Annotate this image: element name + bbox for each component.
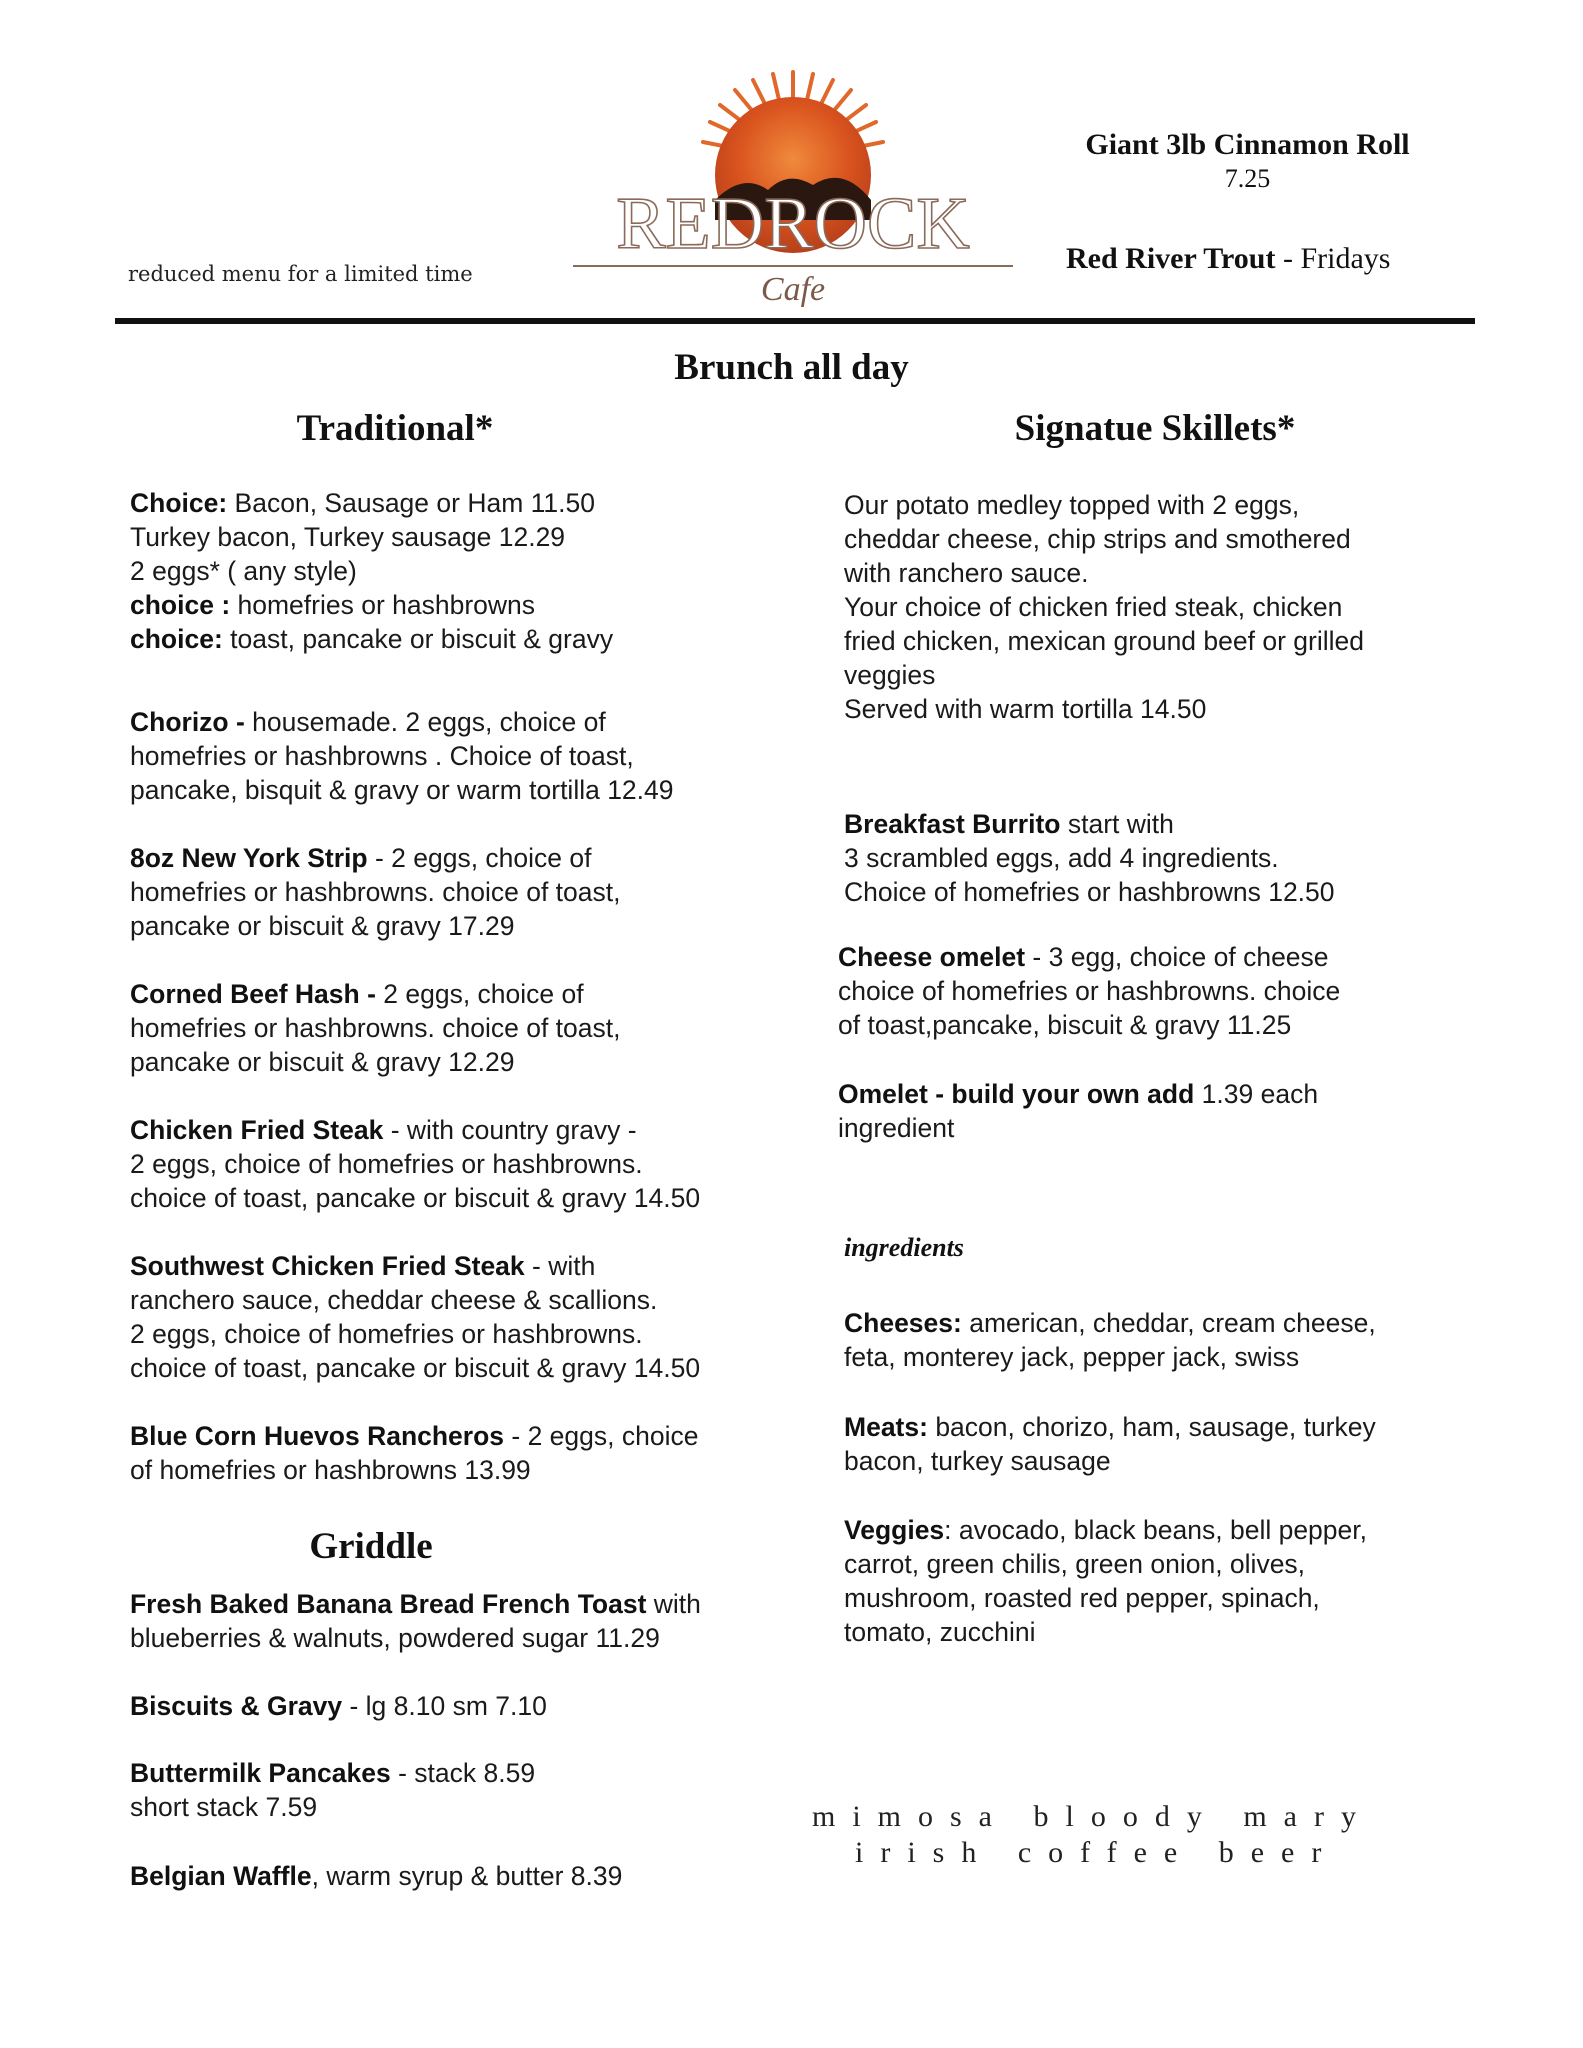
item-text: bacon, turkey sausage <box>844 1446 1111 1476</box>
menu-item-new-york-strip <box>130 841 621 943</box>
item-text: - lg 8.10 sm 7.10 <box>342 1691 547 1721</box>
item-name: Southwest Chicken Fried Steak <box>130 1251 525 1281</box>
item-text: Bacon, Sausage or Ham 11.50 <box>227 488 595 518</box>
item-text: choice of homefries or hashbrowns. choice <box>838 976 1341 1006</box>
item-name: Cheeses: <box>844 1308 962 1338</box>
menu-item-breakfast-burrito <box>844 807 1335 909</box>
redrock-cafe-logo <box>563 60 1023 320</box>
promo-price: 7.25 <box>1224 164 1271 193</box>
item-name: Omelet - build your own add <box>838 1079 1195 1109</box>
menu-item-banana-french-toast <box>130 1587 701 1655</box>
drinks-line-2: irish coffee beer <box>855 1836 1339 1869</box>
item-text: homefries or hashbrowns. choice of toast, <box>130 877 621 907</box>
logo-wordmark: REDROCK <box>616 183 970 265</box>
menu-item-biscuits-gravy <box>130 1689 547 1723</box>
item-text: Served with warm tortilla 14.50 <box>844 694 1207 724</box>
item-text: pancake or biscuit & gravy 17.29 <box>130 911 515 941</box>
ingredients-heading: ingredients <box>844 1233 964 1262</box>
item-text: - with <box>524 1251 596 1281</box>
item-text: bacon, chorizo, ham, sausage, turkey <box>927 1412 1376 1442</box>
item-text: 2 eggs, choice of homefries or hashbrowns. <box>130 1319 643 1349</box>
item-text: 2 eggs* ( any style) <box>130 556 357 586</box>
item-text: cheddar cheese, chip strips and smothered <box>844 524 1351 554</box>
item-text: 2 eggs, choice of homefries or hashbrowns. <box>130 1149 643 1179</box>
item-text: Your choice of chicken fried steak, chicken <box>844 592 1343 622</box>
traditional-choice-item <box>130 486 613 656</box>
item-text: of toast,pancake, biscuit & gravy 11.25 <box>838 1010 1292 1040</box>
item-text: pancake or biscuit & gravy 12.29 <box>130 1047 515 1077</box>
griddle-heading: Griddle <box>309 1526 433 1567</box>
item-text: - 2 eggs, choice <box>504 1421 699 1451</box>
item-name: Blue Corn Huevos Rancheros <box>130 1421 505 1451</box>
drinks-line-1: mimosa bloody mary <box>812 1800 1373 1833</box>
item-text: 2 eggs, choice of <box>375 979 584 1009</box>
item-text: Our potato medley topped with 2 eggs, <box>844 490 1300 520</box>
item-name: Belgian Waffle <box>130 1861 312 1891</box>
item-name: Chorizo - <box>130 707 245 737</box>
item-text: with <box>646 1589 701 1619</box>
item-name: Buttermilk Pancakes <box>130 1758 391 1788</box>
item-text: veggies <box>844 660 936 690</box>
brunch-title: Brunch all day <box>674 347 909 388</box>
item-text: start with <box>1060 809 1174 839</box>
promo-trout <box>1066 242 1390 276</box>
item-text: : avocado, black beans, bell pepper, <box>944 1515 1367 1545</box>
item-name: Meats: <box>844 1412 928 1442</box>
menu-item-chorizo <box>130 705 674 807</box>
tagline: reduced menu for a limited time <box>128 262 473 286</box>
item-text: mushroom, roasted red pepper, spinach, <box>844 1583 1320 1613</box>
item-text: with ranchero sauce. <box>844 558 1089 588</box>
trout-name: Red River Trout <box>1066 242 1276 275</box>
item-text: ranchero sauce, cheddar cheese & scallions. <box>130 1285 658 1315</box>
item-text: blueberries & walnuts, powdered sugar 11.29 <box>130 1623 660 1653</box>
item-name: Chicken Fried Steak <box>130 1115 384 1145</box>
item-text: homefries or hashbrowns. choice of toast, <box>130 1013 621 1043</box>
item-text: of homefries or hashbrowns 13.99 <box>130 1455 531 1485</box>
item-text: 1.39 each <box>1194 1079 1319 1109</box>
item-name: 8oz New York Strip <box>130 843 368 873</box>
menu-item-cheese-omelet <box>838 940 1340 1042</box>
menu-item-southwest-chicken-fried-steak <box>130 1249 700 1385</box>
item-text: - 3 egg, choice of cheese <box>1025 942 1329 972</box>
item-text: - stack 8.59 <box>390 1758 536 1788</box>
item-text: - 2 eggs, choice of <box>367 843 592 873</box>
item-text: ingredient <box>838 1113 955 1143</box>
trout-separator: - <box>1275 242 1301 275</box>
item-text: 3 scrambled eggs, add 4 ingredients. <box>844 843 1279 873</box>
item-text: pancake, bisquit & gravy or warm tortilla 12.49 <box>130 775 674 805</box>
item-name: Biscuits & Gravy <box>130 1691 343 1721</box>
skillets-description <box>844 488 1364 726</box>
logo-cafe-text: Cafe <box>760 271 826 308</box>
item-name: Fresh Baked Banana Bread French Toast <box>130 1589 647 1619</box>
item-text: Turkey bacon, Turkey sausage 12.29 <box>130 522 566 552</box>
item-text: short stack 7.59 <box>130 1792 318 1822</box>
menu-item-huevos-rancheros <box>130 1419 698 1487</box>
ingredients-cheeses <box>844 1306 1376 1374</box>
item-name: Cheese omelet <box>838 942 1026 972</box>
item-label: choice : <box>130 590 231 620</box>
item-text: Choice of homefries or hashbrowns 12.50 <box>844 877 1335 907</box>
item-name: Breakfast Burrito <box>844 809 1061 839</box>
item-label: Choice: <box>130 488 228 518</box>
item-name: Veggies <box>844 1515 945 1545</box>
item-text: , warm syrup & butter 8.39 <box>311 1861 623 1891</box>
promo-title: Giant 3lb Cinnamon Roll <box>1085 128 1410 161</box>
menu-item-corned-beef-hash <box>130 977 621 1079</box>
menu-item-chicken-fried-steak <box>130 1113 700 1215</box>
item-text: carrot, green chilis, green onion, olives, <box>844 1549 1306 1579</box>
item-text: choice of toast, pancake or biscuit & gravy 14.50 <box>130 1353 701 1383</box>
ingredients-meats <box>844 1410 1376 1478</box>
item-text: choice of toast, pancake or biscuit & gravy 14.50 <box>130 1183 701 1213</box>
item-label: choice: <box>130 624 223 654</box>
item-text: housemade. 2 eggs, choice of <box>244 707 606 737</box>
menu-item-belgian-waffle <box>130 1859 622 1893</box>
menu-item-buttermilk-pancakes <box>130 1756 535 1824</box>
traditional-heading: Traditional* <box>296 408 494 449</box>
ingredients-veggies <box>844 1513 1367 1649</box>
promo-cinnamon-roll <box>1040 128 1455 194</box>
item-name: Corned Beef Hash - <box>130 979 376 1009</box>
item-text: toast, pancake or biscuit & gravy <box>222 624 614 654</box>
item-text: - with country gravy - <box>383 1115 637 1145</box>
item-text: fried chicken, mexican ground beef or grilled <box>844 626 1364 656</box>
item-text: feta, monterey jack, pepper jack, swiss <box>844 1342 1300 1372</box>
item-text: american, cheddar, cream cheese, <box>961 1308 1376 1338</box>
skillets-heading: Signatue Skillets* <box>1014 408 1296 449</box>
item-text: homefries or hashbrowns <box>230 590 536 620</box>
item-text: homefries or hashbrowns . Choice of toast, <box>130 741 634 771</box>
menu-item-build-omelet <box>838 1077 1318 1145</box>
trout-day: Fridays <box>1300 242 1391 275</box>
item-text: tomato, zucchini <box>844 1617 1036 1647</box>
header-rule <box>115 318 1475 324</box>
